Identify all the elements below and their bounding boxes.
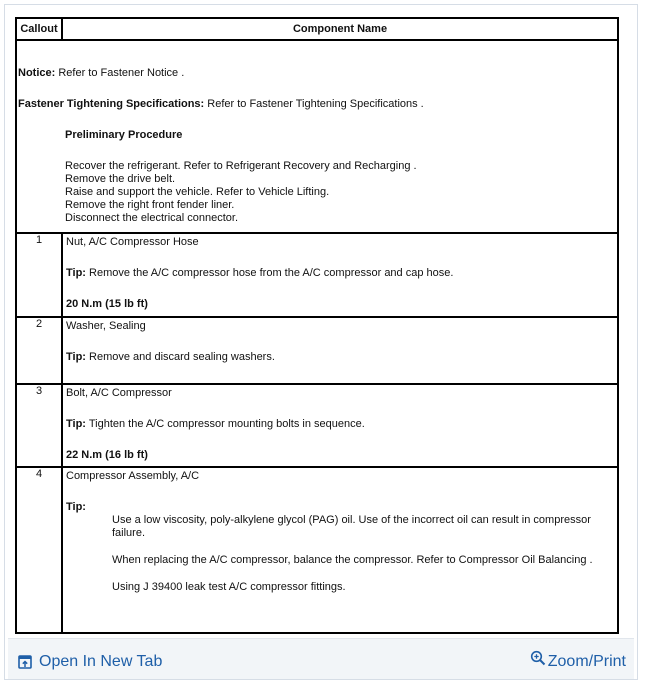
- zoom-print-link[interactable]: [530, 649, 626, 671]
- table-row: [16, 317, 618, 384]
- tip-item: Using J 39400 leak test A/C compressor fittings.: [112, 581, 346, 593]
- notice-text: Refer to Fastener Notice .: [58, 67, 185, 79]
- component-name-header: Component Name: [62, 18, 618, 40]
- open-in-new-tab-link[interactable]: [18, 653, 162, 671]
- tip-label: Tip:: [66, 351, 86, 363]
- tip-line: [66, 418, 614, 431]
- component-name: Bolt, A/C Compressor: [66, 387, 172, 399]
- preliminary-steps: [18, 160, 614, 225]
- tip-text: Tighten the A/C compressor mounting bolts in sequence.: [88, 418, 365, 430]
- zoom-print-label: Zoom/Print: [547, 653, 626, 670]
- tip-label: Tip:: [66, 267, 86, 279]
- spec-line: [18, 98, 614, 111]
- procedure-table: [15, 17, 619, 634]
- tip-item: Use a low viscosity, poly-alkylene glycol (PAG) oil. Use of the incorrect oil can result in compressor failure.: [112, 514, 591, 539]
- table-row: [16, 467, 618, 633]
- table-row: [16, 384, 618, 467]
- component-name: Nut, A/C Compressor Hose: [66, 236, 199, 248]
- intro-row: [16, 40, 618, 233]
- table-row: [16, 233, 618, 317]
- callout-cell: 4: [16, 467, 62, 633]
- notice-label: Notice:: [18, 67, 56, 79]
- torque-spec: 22 N.m (16 lb ft): [66, 449, 148, 461]
- preliminary-step: Raise and support the vehicle. Refer to Vehicle Lifting.: [65, 186, 330, 198]
- footer-bar: [8, 638, 634, 679]
- intro-cell: [16, 40, 618, 233]
- tip-item: When replacing the A/C compressor, balance the compressor. Refer to Compressor Oil Balancing .: [112, 554, 593, 566]
- component-name: Compressor Assembly, A/C: [66, 470, 200, 482]
- zoom-icon: [530, 650, 546, 666]
- preliminary-step: Remove the right front fender liner.: [65, 199, 235, 211]
- tip-line: [66, 351, 614, 364]
- callout-header: Callout: [16, 18, 62, 40]
- callout-cell: 2: [16, 317, 62, 384]
- tip-label: Tip:: [66, 418, 86, 430]
- open-in-new-tab-label: Open In New Tab: [39, 653, 163, 670]
- preliminary-step: Disconnect the electrical connector.: [65, 212, 239, 224]
- tip-line: [66, 267, 614, 280]
- component-name: Washer, Sealing: [66, 320, 146, 332]
- open-new-tab-icon: [18, 655, 32, 669]
- spec-text: Refer to Fastener Tightening Specifications .: [207, 98, 424, 110]
- table-header-row: [16, 18, 618, 40]
- component-cell: [62, 467, 618, 633]
- spec-label: Fastener Tightening Specifications:: [18, 98, 205, 110]
- torque-spec: 20 N.m (15 lb ft): [66, 298, 148, 310]
- component-cell: [62, 384, 618, 467]
- preliminary-step: Recover the refrigerant. Refer to Refrigerant Recovery and Recharging .: [65, 160, 417, 172]
- callout-cell: 1: [16, 233, 62, 317]
- tip-list: [66, 514, 614, 594]
- component-cell: [62, 233, 618, 317]
- tip-text: Remove the A/C compressor hose from the A/C compressor and cap hose.: [89, 267, 454, 279]
- tip-text: Remove and discard sealing washers.: [89, 351, 275, 363]
- preliminary-title: Preliminary Procedure: [65, 129, 183, 141]
- component-cell: [62, 317, 618, 384]
- notice-line: [18, 67, 614, 80]
- callout-cell: 3: [16, 384, 62, 467]
- tip-label: Tip:: [66, 501, 86, 513]
- preliminary-step: Remove the drive belt.: [65, 173, 176, 185]
